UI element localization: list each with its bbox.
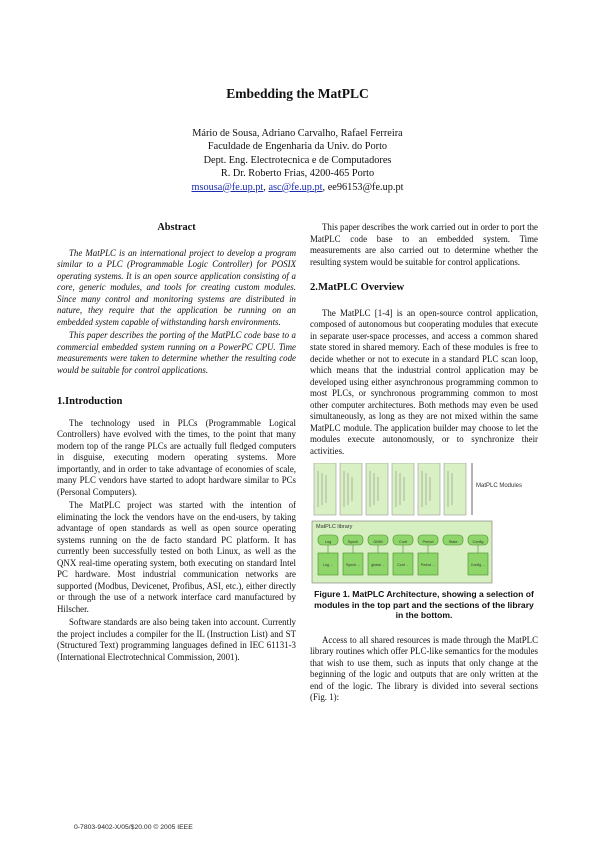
bottom-box-label-4: Conf ... xyxy=(397,563,409,567)
affiliation-line-1: Faculdade de Engenharia da Univ. do Porto xyxy=(207,141,388,153)
module-column-2 xyxy=(340,463,362,515)
author-names: Mário de Sousa, Adriano Carvalho, Rafael Ferreira xyxy=(192,128,403,139)
right-intro-paragraph: This paper describes the work carried out in order to port the MatPLC code base to an embedded system. Time measurements are also carried out to determine whether the resulting system would be suitable for control applications. xyxy=(310,222,538,267)
modules-label: MatPLC Modules xyxy=(476,483,523,489)
author-block xyxy=(0,127,595,194)
module-column-6 xyxy=(444,463,466,515)
right-column xyxy=(310,222,538,706)
left-column xyxy=(57,222,296,665)
module-column-4 xyxy=(392,463,414,515)
email-link-2[interactable]: asc@fe.up.pt xyxy=(268,181,323,193)
top-box-label-2: Synch xyxy=(347,540,359,544)
top-box-label-1: Log xyxy=(324,540,332,544)
email-separator: , xyxy=(263,181,269,193)
overview-heading: 2.MatPLC Overview xyxy=(310,282,405,293)
email-line xyxy=(0,181,595,194)
top-box-label-7: Config xyxy=(472,540,484,544)
library-label: MatPLC library xyxy=(316,524,353,530)
copyright-footer: 0-7803-9402-X/05/$20.00 © 2005 IEEE xyxy=(74,824,193,831)
bottom-box-label-2: Synch ... xyxy=(346,563,360,567)
overview-paragraph-2: Access to all shared resources is made through the MatPLC library routines which offer PLC-like semantics for the modules that wish to use them, such as inputs that only change at the beginning of the logic and outputs that are only written at the end of the logic. The library is divided into several sections (Fig. 1): xyxy=(310,634,538,702)
bottom-box-label-5: Period ... xyxy=(420,563,436,567)
bottom-box-label-3: global ... xyxy=(371,563,385,567)
architecture-figure xyxy=(310,463,538,585)
address-line: R. Dr. Roberto Frias, 4200-465 Porto xyxy=(220,168,375,180)
top-box-label-4: Conf xyxy=(398,540,408,544)
abstract-paragraph-2: This paper describes the porting of the MatPLC code base to a commercial embedded system running on a PowerPC CPU. Time measurements were taken to determine whether the resulting code would be suitable for control applications. xyxy=(57,330,296,375)
intro-paragraph-2: The MatPLC project was started with the intention of eliminating the lock the vendors have on the end-users, by taking advantage of open standards as well as open source operating systems running on the de facto standard PC platform. It has currently been successfully tested on both Linux, as well as the QNX real-time operating system, both executing on standard Intel PC hardware. Most industrial communication networks are supported (Modbus, Devicenet, Profibus, ASI, etc.), either directly or through the use of a network interface card manufactured by Hilscher. xyxy=(57,500,296,614)
overview-paragraph-1: The MatPLC [1-4] is an open-source control application, composed of autonomous but cooperating modules that execute in separate user-space processes, and access a common shared state stored in shared memory. Each of these modules is free to decide whether or not to execute in a standard PLC scan loop, which means that the industrial control application may be developed using either asynchronous programming common to most PLCs, or synchronous programming common to most other computer architectures. Both methods may even be used simultaneously, as long as they are not mixed within the same MatPLC module. The application builder may choose to let the modules execute autonomously, or to synchronize their activities. xyxy=(310,307,538,456)
top-box-label-6: State xyxy=(448,540,458,544)
abstract-body xyxy=(57,248,296,377)
bottom-box-label-1: Log ... xyxy=(323,563,333,567)
email-link-1[interactable]: msousa@fe.up.pt xyxy=(191,181,264,193)
module-column-5 xyxy=(418,463,440,515)
abstract-heading: Abstract xyxy=(157,222,196,233)
bottom-box-label-6: Config ... xyxy=(470,563,486,567)
intro-paragraph-3: Software standards are also being taken into account. Currently the project includes a compiler for the IL (Instruction List) and ST (Structured Text) programming languages defined in IEC 61131-3 (International Electrotechnical Commission, 2001). xyxy=(57,617,296,662)
figure-caption: Figure 1. MatPLC Architecture, showing a selection of modules in the top part and the sections of the library in the bottom. xyxy=(314,589,534,620)
affiliation-line-2: Dept. Eng. Electrotecnica e de Computadores xyxy=(203,154,392,166)
paper-title: Embedding the MatPLC xyxy=(226,86,369,101)
abstract-paragraph-1: The MatPLC is an international project to develop a program similar to a PLC (Programmable Logic Controller) for POSIX operating systems. It is an open source application consisting of a core, generic modules, and tools for creating custom modules. Since many control and monitoring systems are distributed in nature, they require that the application be running on an embedded system capable of withstanding harsh environments. xyxy=(57,247,296,327)
module-column-3 xyxy=(366,463,388,515)
intro-paragraph-1: The technology used in PLCs (Programmable Logical Controllers) have evolved with the times, to the point that many modern top of the range PLCs are actually full fledged computers in disguise, executing modern operating systems. More importantly, and in order to take advantage of economies of scale, many PLC vendors have started to adopt hardware similar to PCs (Personal Computers). xyxy=(57,417,296,497)
top-box-label-5: Period xyxy=(422,540,434,544)
introduction-heading: 1.Introduction xyxy=(57,396,123,407)
email-tail: , ee96153@fe.up.pt xyxy=(322,181,404,193)
top-box-label-3: GMM xyxy=(373,540,383,544)
module-column-1 xyxy=(314,463,336,515)
